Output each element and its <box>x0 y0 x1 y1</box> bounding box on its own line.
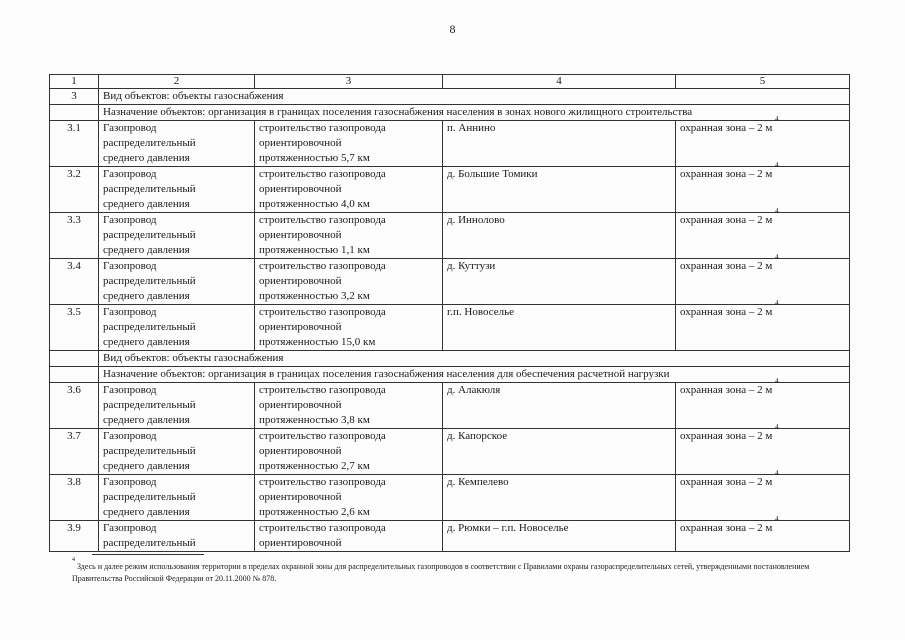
section-purpose: Назначение объектов: организация в границах поселения газоснабжения населения для обеспечения расчетной нагрузки <box>99 367 850 383</box>
column-header: 1 <box>50 75 99 89</box>
row-number: 3.9 <box>50 521 99 552</box>
section-title-row <box>50 351 850 367</box>
footnote-reference: 4 <box>775 253 779 261</box>
protection-zone-text: охранная зона – 2 м <box>680 476 773 488</box>
object-name-line: Газопровод <box>103 122 157 134</box>
object-name-line: распределительный <box>103 321 196 333</box>
object-description-cell <box>255 475 443 521</box>
section-title: Вид объектов: объекты газоснабжения <box>99 351 850 367</box>
object-description-line: протяженностью 3,2 км <box>259 290 370 302</box>
gas-supply-table <box>49 74 850 552</box>
object-description-line: строительство газопровода <box>259 260 386 272</box>
object-name-cell <box>99 167 255 213</box>
object-description-line: протяженностью 5,7 км <box>259 152 370 164</box>
object-name-line: среднего давления <box>103 152 190 164</box>
object-description-cell <box>255 213 443 259</box>
table-row <box>50 121 850 167</box>
protection-zone-cell <box>676 161 850 213</box>
object-name-line: Газопровод <box>103 384 157 396</box>
table-row <box>50 383 850 429</box>
row-number: 3.7 <box>50 429 99 475</box>
section-number <box>50 351 99 367</box>
protection-zone-text: охранная зона – 2 м <box>680 214 773 226</box>
object-description-line: строительство газопровода <box>259 476 386 488</box>
object-name-cell <box>99 305 255 351</box>
object-description-cell <box>255 259 443 305</box>
object-name-line: Газопровод <box>103 306 157 318</box>
object-description-line: строительство газопровода <box>259 214 386 226</box>
object-description-cell <box>255 305 443 351</box>
section-purpose-spacer <box>50 105 99 121</box>
object-name-line: распределительный <box>103 229 196 241</box>
column-header: 4 <box>443 75 676 89</box>
object-name-cell <box>99 213 255 259</box>
object-name-line: среднего давления <box>103 336 190 348</box>
table-row <box>50 259 850 305</box>
location-cell: д. Алакюля <box>443 383 676 429</box>
protection-zone-cell <box>676 299 850 351</box>
object-description-line: ориентировочной <box>259 137 342 149</box>
protection-zone-text: охранная зона – 2 м <box>680 430 773 442</box>
object-name-line: среднего давления <box>103 414 190 426</box>
protection-zone-text: охранная зона – 2 м <box>680 522 773 534</box>
section-purpose-row <box>50 367 850 383</box>
object-description-line: строительство газопровода <box>259 168 386 180</box>
object-description-line: строительство газопровода <box>259 122 386 134</box>
object-name-cell <box>99 475 255 521</box>
row-number: 3.8 <box>50 475 99 521</box>
object-name-cell <box>99 521 255 552</box>
footnote-reference: 4 <box>775 115 779 123</box>
section-title: Вид объектов: объекты газоснабжения <box>99 89 850 105</box>
footnote-divider <box>92 554 204 555</box>
column-header: 5 <box>676 75 850 89</box>
object-name-line: среднего давления <box>103 244 190 256</box>
protection-zone-cell <box>676 469 850 521</box>
section-purpose-row <box>50 105 850 121</box>
object-name-line: распределительный <box>103 445 196 457</box>
protection-zone-cell <box>676 515 850 552</box>
object-description-line: протяженностью 1,1 км <box>259 244 370 256</box>
footnote <box>72 557 852 585</box>
object-name-line: распределительный <box>103 399 196 411</box>
object-description-line: ориентировочной <box>259 321 342 333</box>
table-row <box>50 213 850 259</box>
footnote-reference: 4 <box>775 515 779 523</box>
column-header: 3 <box>255 75 443 89</box>
object-name-cell <box>99 383 255 429</box>
protection-zone-cell <box>676 253 850 305</box>
location-cell: д. Большие Томики <box>443 167 676 213</box>
object-name-line: Газопровод <box>103 260 157 272</box>
object-name-line: распределительный <box>103 137 196 149</box>
location-cell: д. Кемпелево <box>443 475 676 521</box>
location-cell: п. Аннино <box>443 121 676 167</box>
footnote-reference: 4 <box>775 469 779 477</box>
protection-zone-text: охранная зона – 2 м <box>680 306 773 318</box>
object-name-line: среднего давления <box>103 290 190 302</box>
column-header: 2 <box>99 75 255 89</box>
section-purpose-spacer <box>50 367 99 383</box>
location-cell: г.п. Новоселье <box>443 305 676 351</box>
protection-zone-text: охранная зона – 2 м <box>680 260 773 272</box>
footnote-mark: 4 <box>72 557 75 563</box>
footnote-reference: 4 <box>775 423 779 431</box>
object-description-line: протяженностью 2,7 км <box>259 460 370 472</box>
object-name-line: распределительный <box>103 491 196 503</box>
object-name-line: Газопровод <box>103 168 157 180</box>
object-description-line: протяженностью 2,6 км <box>259 506 370 518</box>
location-cell: д. Капорское <box>443 429 676 475</box>
protection-zone-cell <box>676 207 850 259</box>
protection-zone-cell <box>676 115 850 167</box>
object-description-cell <box>255 121 443 167</box>
table-row <box>50 521 850 552</box>
object-description-line: ориентировочной <box>259 399 342 411</box>
object-description-line: ориентировочной <box>259 491 342 503</box>
location-cell: д. Рюмки – г.п. Новоселье <box>443 521 676 552</box>
object-name-line: распределительный <box>103 275 196 287</box>
row-number: 3.3 <box>50 213 99 259</box>
object-description-cell <box>255 521 443 552</box>
object-description-line: ориентировочной <box>259 445 342 457</box>
object-name-cell <box>99 429 255 475</box>
object-description-line: строительство газопровода <box>259 522 386 534</box>
section-purpose: Назначение объектов: организация в границах поселения газоснабжения населения в зонах нового жилищного строительства <box>99 105 850 121</box>
footnote-reference: 4 <box>775 207 779 215</box>
protection-zone-text: охранная зона – 2 м <box>680 384 773 396</box>
object-description-line: ориентировочной <box>259 229 342 241</box>
object-name-cell <box>99 121 255 167</box>
object-description-line: протяженностью 4,0 км <box>259 198 370 210</box>
object-name-line: Газопровод <box>103 476 157 488</box>
protection-zone-cell <box>676 423 850 475</box>
object-name-line: Газопровод <box>103 214 157 226</box>
object-description-line: протяженностью 15,0 км <box>259 336 376 348</box>
object-name-line: распределительный <box>103 537 196 549</box>
object-description-line: ориентировочной <box>259 275 342 287</box>
section-number: 3 <box>50 89 99 105</box>
object-description-line: строительство газопровода <box>259 384 386 396</box>
object-description-line: протяженностью 3,8 км <box>259 414 370 426</box>
table-row <box>50 167 850 213</box>
object-description-line: строительство газопровода <box>259 430 386 442</box>
table-row <box>50 475 850 521</box>
row-number: 3.4 <box>50 259 99 305</box>
object-name-line: среднего давления <box>103 506 190 518</box>
section-title-row <box>50 89 850 105</box>
row-number: 3.5 <box>50 305 99 351</box>
object-name-line: Газопровод <box>103 430 157 442</box>
object-description-cell <box>255 429 443 475</box>
object-name-cell <box>99 259 255 305</box>
location-cell: д. Иннолово <box>443 213 676 259</box>
protection-zone-text: охранная зона – 2 м <box>680 168 773 180</box>
object-description-line: ориентировочной <box>259 183 342 195</box>
object-name-line: Газопровод <box>103 522 157 534</box>
row-number: 3.6 <box>50 383 99 429</box>
protection-zone-cell <box>676 377 850 429</box>
table-header-row <box>50 75 850 89</box>
object-name-line: среднего давления <box>103 460 190 472</box>
footnote-reference: 4 <box>775 299 779 307</box>
row-number: 3.2 <box>50 167 99 213</box>
page-number: 8 <box>449 22 456 36</box>
row-number: 3.1 <box>50 121 99 167</box>
footnote-text: Здесь и далее режим использования территории в пределах охранной зоны для распределительных газопроводов в соответствии с Правилами охраны газораспределительных сетей, утвержденными постановлением Правительства Российской Федерации от 20.11.2000 № 878. <box>72 562 810 583</box>
object-name-line: среднего давления <box>103 198 190 210</box>
table-row <box>50 305 850 351</box>
object-description-cell <box>255 167 443 213</box>
location-cell: д. Куттузи <box>443 259 676 305</box>
table-row <box>50 429 850 475</box>
object-description-line: ориентировочной <box>259 537 342 549</box>
protection-zone-text: охранная зона – 2 м <box>680 122 773 134</box>
object-description-line: строительство газопровода <box>259 306 386 318</box>
object-name-line: распределительный <box>103 183 196 195</box>
footnote-reference: 4 <box>775 161 779 169</box>
object-description-cell <box>255 383 443 429</box>
footnote-reference: 4 <box>775 377 779 385</box>
